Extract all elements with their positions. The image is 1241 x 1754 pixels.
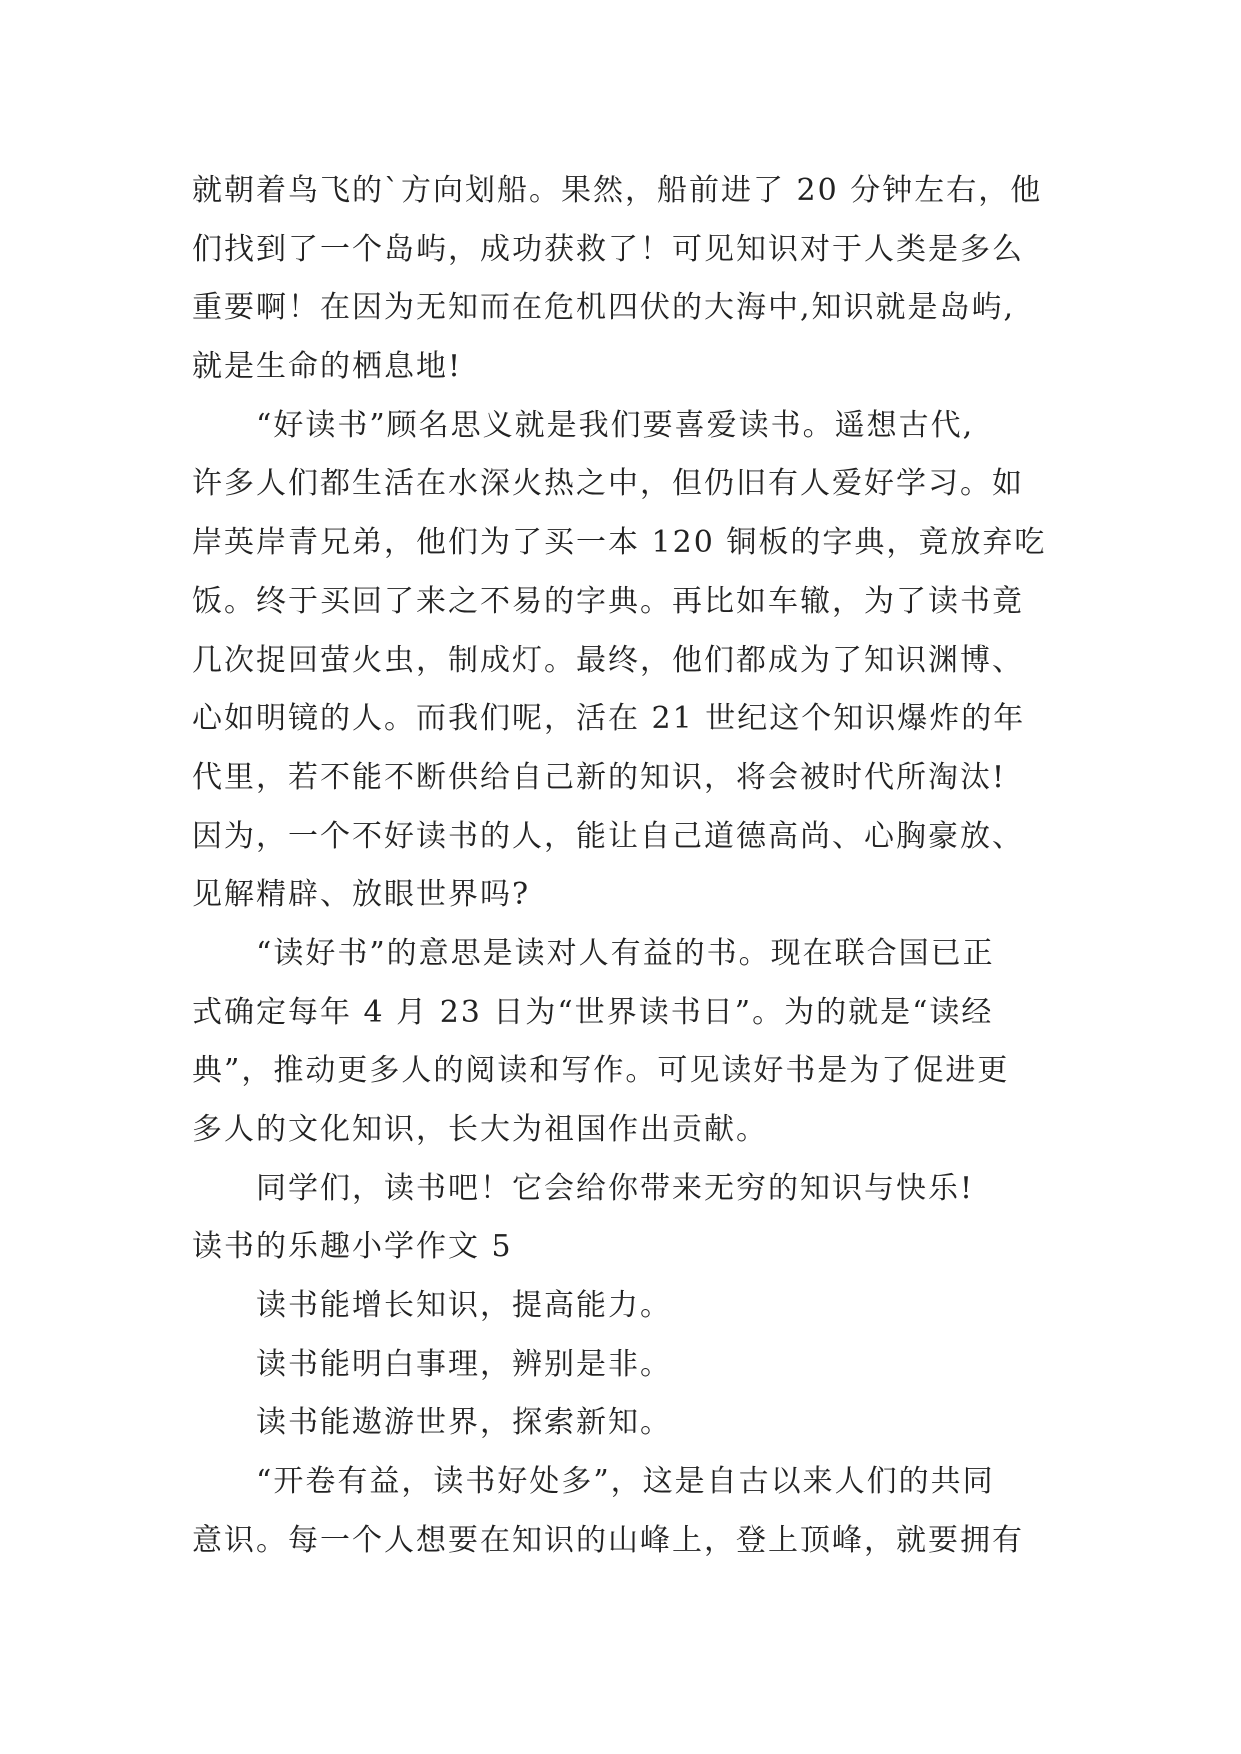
text-line: 见解精辟、放眼世界吗? <box>192 877 531 913</box>
text-line: 就是生命的栖息地! <box>192 349 463 385</box>
text-line: 几次捉回萤火虫，制成灯。最终，他们都成为了知识渊博、 <box>192 642 1024 678</box>
text-line: 代里，若不能不断供给自己新的知识，将会被时代所淘汰! <box>192 759 1007 795</box>
text-line: 许多人们都生活在水深火热之中，但仍旧有人爱好学习。如 <box>192 466 1024 502</box>
text-line: 读书的乐趣小学作文 5 <box>192 1229 513 1265</box>
text-line: “开卷有益，读书好处多”，这是自古以来人们的共同 <box>256 1464 995 1500</box>
document-body <box>192 162 1072 1571</box>
text-line: 读书能明白事理，辨别是非。 <box>256 1346 672 1382</box>
text-line: 读书能遨游世界，探索新知。 <box>256 1405 672 1441</box>
text-line: 岸英岸青兄弟，他们为了买一本 120 铜板的字典，竟放弃吃 <box>192 525 1047 561</box>
text-line: 多人的文化知识，长大为祖国作出贡献。 <box>192 1112 768 1147</box>
text-line: 读书能增长知识，提高能力。 <box>256 1288 672 1324</box>
text-line: 式确定每年 4 月 23 日为“世界读书日”。为的就是“读经 <box>192 994 994 1030</box>
text-line: 们找到了一个岛屿，成功获救了！可见知识对于人类是多么 <box>192 231 1024 267</box>
text-line: 同学们，读书吧！它会给你带来无穷的知识与快乐! <box>256 1170 975 1206</box>
text-line: 饭。终于买回了来之不易的字典。再比如车辙，为了读书竟 <box>192 583 1024 619</box>
text-line: “读好书”的意思是读对人有益的书。现在联合国已正 <box>256 935 995 971</box>
text-line: “好读书”顾名思义就是我们要喜爱读书。遥想古代, <box>256 407 975 443</box>
text-line: 就朝着鸟飞的`方向划船。果然，船前进了 20 分钟左右，他 <box>192 173 1043 208</box>
text-line: 意识。每一个人想要在知识的山峰上，登上顶峰，就要拥有 <box>192 1522 1024 1558</box>
text-line: 典”，推动更多人的阅读和写作。可见读好书是为了促进更 <box>192 1053 1010 1089</box>
text-line: 因为，一个不好读书的人，能让自己道德高尚、心胸豪放、 <box>192 818 1024 854</box>
text-line: 重要啊！在因为无知而在危机四伏的大海中,知识就是岛屿, <box>192 290 1016 326</box>
text-line: 心如明镜的人。而我们呢，活在 21 世纪这个知识爆炸的年 <box>192 701 1026 737</box>
